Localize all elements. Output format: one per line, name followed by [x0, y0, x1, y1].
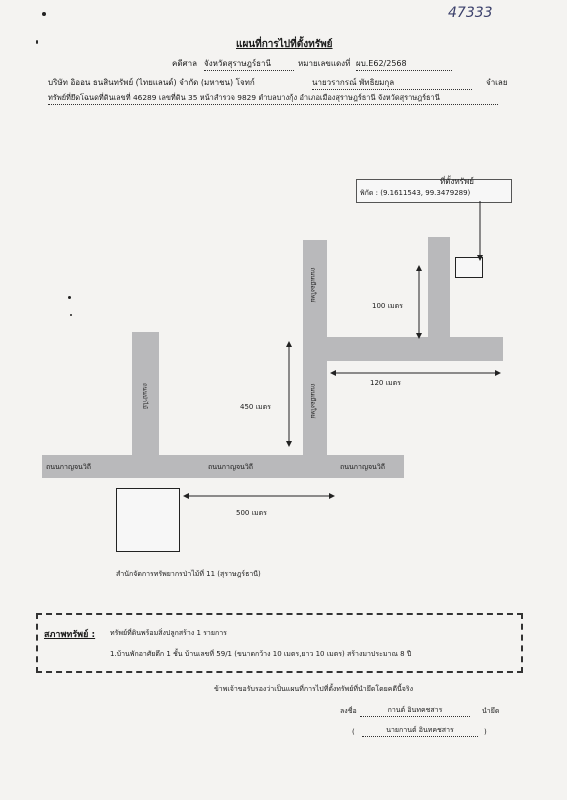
distance-120m: 120 เมตร: [370, 379, 401, 387]
forestry-office-label: สำนักจัดการทรัพยากรป่าไม้ที่ 11 (สุราษฎร์ธานี): [116, 570, 261, 578]
distance-100m: 100 เมตร: [372, 302, 403, 310]
property-line: ทรัพย์ที่ยึดโฉนดที่ดินเลขที่ 46289 เลขที่ดิน 35 หน้าสำรวจ 9829 ตำบลบางกุ้ง อำเภอเมืองสุราษฎร์ธานี จังหวัดสุราษฎร์ธานี: [48, 92, 498, 105]
signature: กานต์ อินทคชสาร: [360, 705, 470, 717]
condition-label: สภาพทรัพย์ :: [44, 630, 96, 640]
condition-line-2: 1.บ้านพักอาศัยตึก 1 ชั้น บ้านเลขที่ 59/1 (ขนาดกว้าง 10 เมตร,ยาว 10 เมตร) สร้างมาประมาณ 8 ปี: [110, 650, 412, 658]
printed-name: นายกานต์ อินทคชสาร: [362, 725, 478, 737]
sign-label: ลงชื่อ: [340, 707, 357, 715]
road-label-kanchanawithi-right: ถนนกาญจนวิถี: [340, 463, 385, 471]
plaintiff-line: บริษัท อิออน ธนสินทรัพย์ (ไทยแลนด์) จำกัด (มหาชน) โจทก์: [48, 78, 255, 87]
condition-frame: [36, 613, 523, 673]
road-label-kanchanawithi-left: ถนนกาญจนวิถี: [46, 463, 91, 471]
name-close-paren: ): [484, 728, 487, 736]
distance-450m: 450 เมตร: [240, 403, 271, 411]
page-title: แผนที่การไปที่ตั้งทรัพย์: [236, 39, 333, 50]
defendant-suffix: จำเลย: [486, 78, 508, 87]
court-value: จังหวัดสุราษฎร์ธานี: [204, 57, 294, 71]
road-label-muangmai-top: ถนนเมืองใหม่: [309, 267, 316, 303]
condition-line-1: ทรัพย์ที่ดินพร้อมสิ่งปลูกสร้าง 1 รายการ: [110, 629, 227, 637]
black-no-label: หมายเลขแดงที่: [298, 59, 351, 68]
location-title: ที่ตั้งทรัพย์: [440, 177, 474, 186]
certify-statement: ข้าพเจ้าขอรับรองว่าเป็นแผนที่การไปที่ตั้งทรัพย์ที่นำยึดโดยคดีนี้จริง: [214, 685, 414, 693]
distance-500m: 500 เมตร: [236, 509, 267, 517]
black-no-value: ผบ.E62/2568: [356, 57, 452, 71]
court-label: คดีศาล: [172, 59, 198, 68]
road-label-kanchanawithi-mid: ถนนกาญจนวิถี: [208, 463, 253, 471]
stamp-number: 47333: [448, 5, 493, 21]
sign-role: นำยึด: [482, 707, 500, 715]
name-open-paren: (: [352, 728, 355, 736]
road-label-bantai: ถนนป่าไม้: [141, 383, 148, 409]
location-coord: พิกัด : (9.1611543, 99.3479289): [360, 189, 471, 197]
road-label-muangmai-bottom: ถนนเมืองใหม่: [309, 383, 316, 419]
defendant-name: นายวรากรณ์ พัทธิยมกุล: [312, 76, 472, 90]
